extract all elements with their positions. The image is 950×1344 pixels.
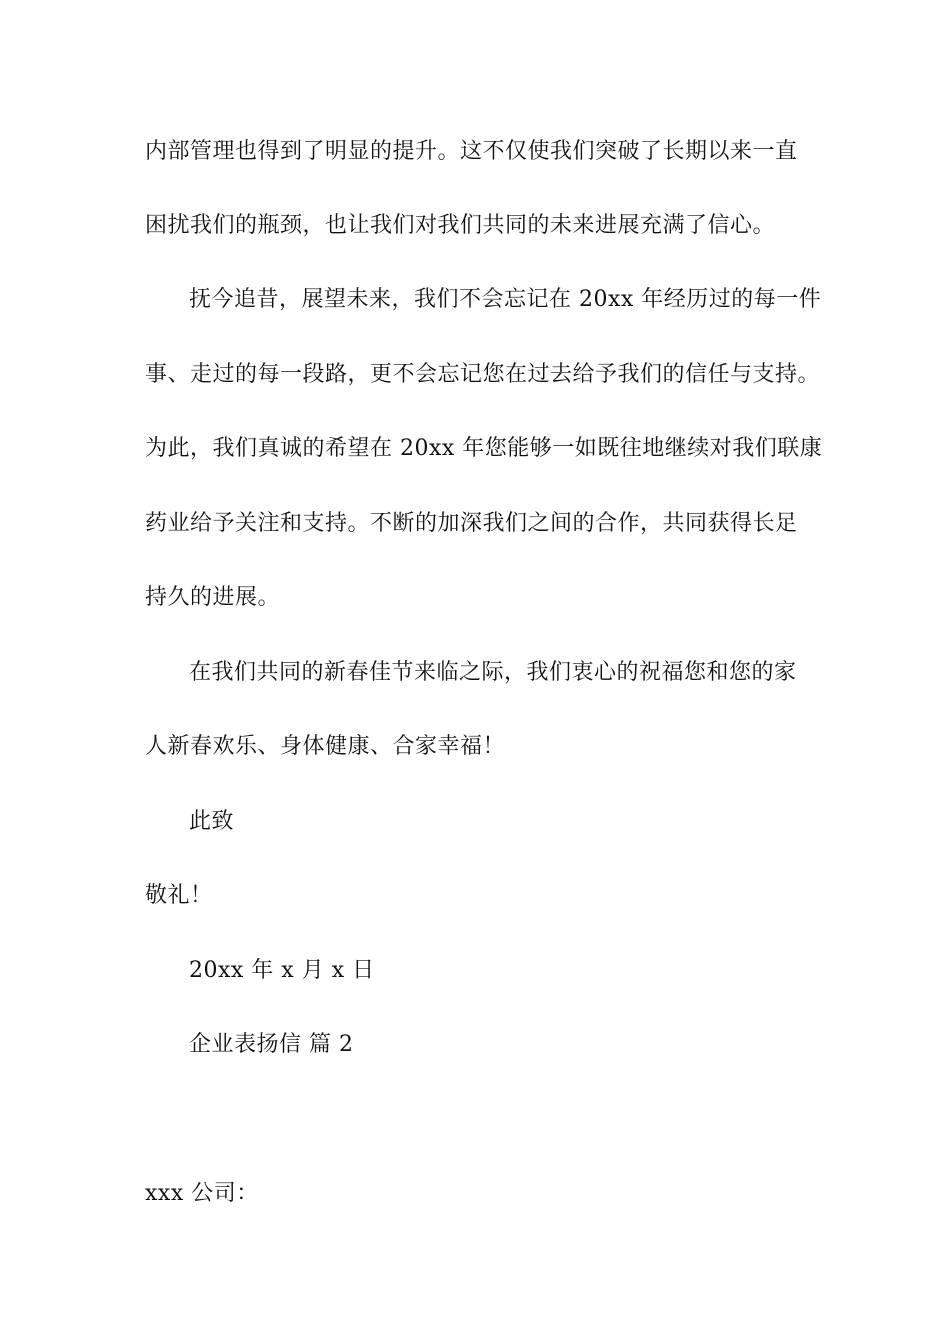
paragraph-line: 药业给予关注和支持。不断的加深我们之间的合作，共同获得长足 (145, 511, 798, 536)
paragraph-line: 为此，我们真诚的希望在 20xx 年您能够一如既往地继续对我们联康 (145, 436, 823, 461)
paragraph-line: 人新春欢乐、身体健康、合家幸福！ (145, 734, 506, 759)
closing-respect: 敬礼！ (145, 883, 213, 908)
section-heading: 企业表扬信 篇 2 (189, 1032, 354, 1057)
recipient-line: xxx 公司： (145, 1181, 259, 1206)
paragraph-line: 抚今追昔，展望未来，我们不会忘记在 20xx 年经历过的每一件 (189, 287, 822, 312)
paragraph-line: 在我们共同的新春佳节来临之际，我们衷心的祝福您和您的家 (189, 660, 797, 685)
paragraph-line: 事、走过的每一段路，更不会忘记您在过去给予我们的信任与支持。 (145, 362, 821, 387)
paragraph-line: 困扰我们的瓶颈，也让我们对我们共同的未来进展充满了信心。 (145, 213, 776, 238)
paragraph-line: 持久的进展。 (145, 585, 281, 610)
letter-date: 20xx 年 x 月 x 日 (189, 958, 375, 983)
closing-salutation: 此致 (189, 809, 235, 834)
paragraph-line: 内部管理也得到了明显的提升。这不仅使我们突破了长期以来一直 (145, 139, 798, 164)
